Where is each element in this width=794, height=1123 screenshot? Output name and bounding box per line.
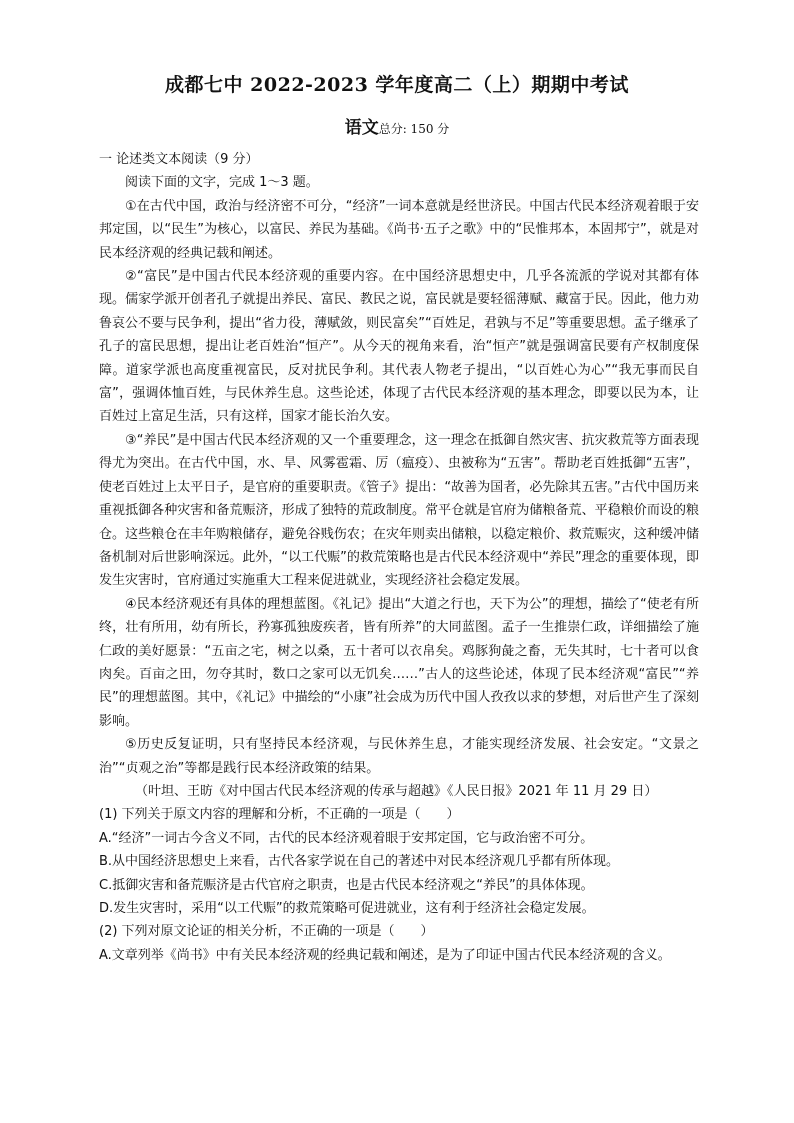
question-1-option-d: D.发生灾害时，采用“以工代赈”的救荒策略可促进就业，这有利于经济社会稳定发展。 — [99, 901, 595, 916]
passage-paragraph-3: ③“养民”是中国古代民本经济观的又一个重要理念，这一理念在抵御自然灾害、抗灾救荒等方面表现得尤为突出。在古代中国，水、旱、风雾雹霜、厉（瘟疫）、虫被称为“五害”。帮助老百姓抵御“五害”，使老百姓过上太平日子，是官府的重要职责。《管子》提出：“故善为国者，必先除其五害。”古代中国历来重视抵御各种灾害和备荒赈济，形成了独特的荒政制度。常平仓就是官府为储粮备荒、平稳粮价而设的粮仓。这些粮仓在丰年购粮储存，避免谷贱伤农；在灾年则卖出储粮，以稳定粮价、救荒赈灾，这种缓冲储备机制对后世影响深远。此外，“以工代赈”的救荒策略也是古代民本经济观中“养民”理念的重要体现，即发生灾害时，官府通过实施重大工程来促进就业，实现经济社会稳定发展。 — [99, 432, 699, 589]
source-citation: （叶坦、王昉《对中国古代民本经济观的传承与超越》《人民日报》2021 年 11 月 29 日） — [135, 783, 658, 799]
exam-body — [99, 148, 699, 967]
exam-subtitle — [0, 113, 794, 138]
total-score: 总分: 150 分 — [378, 122, 450, 136]
passage-paragraph-4: ④民本经济观还有具体的理想蓝图。《礼记》提出“大道之行也，天下为公”的理想，描绘了“使老有所终，壮有所用，幼有所长，矜寡孤独废疾者，皆有所养”的大同蓝图。孟子一生推崇仁政，详细描绘了施仁政的美好愿景：“五亩之宅，树之以桑，五十者可以衣帛矣。鸡豚狗彘之畜，无失其时，七十者可以食肉矣。百亩之田，勿夺其时，数口之家可以无饥矣……”古人的这些论述，体现了民本经济观“富民”“养民”的理想蓝图。其中，《礼记》中描绘的“小康”社会成为历代中国人孜孜以求的梦想，对后世产生了深刻影响。 — [99, 596, 699, 729]
instruction: 阅读下面的文字，完成 1～3 题。 — [125, 175, 319, 191]
question-2-stem: (2) 下列对原文论证的相关分析，不正确的一项是（ ） — [99, 924, 434, 940]
question-1-option-c: C.抵御灾害和备荒赈济是古代官府之职责，也是古代民本经济观之“养民”的具体体现。 — [99, 877, 594, 893]
question-1-stem: (1) 下列关于原文内容的理解和分析，不正确的一项是（ ） — [99, 807, 460, 823]
question-1-option-a: A.“经济”一词古今含义不同，古代的民本经济观着眼于安邦定国，它与政治密不可分。 — [99, 830, 594, 846]
section-heading: 一 论述类文本阅读（9 分） — [99, 152, 259, 167]
passage-paragraph-5: ⑤历史反复证明，只有坚持民本经济观，与民休养生息，才能实现经济发展、社会安定。“文景之治”“贞观之治”等都是践行民本经济政策的结果。 — [99, 737, 699, 776]
passage-paragraph-1: ①在古代中国，政治与经济密不可分，“经济”一词本意就是经世济民。中国古代民本经济观着眼于安邦定国，以“民生”为核心，以富民、养民为基础。《尚书·五子之歌》中的“民惟邦本，本固邦宁”，就是对民本经济观的经典记载和阐述。 — [99, 198, 699, 261]
exam-title: 成都七中 2022-2023 学年度高二（上）期期中考试 — [165, 74, 629, 96]
passage-paragraph-2: ②“富民”是中国古代民本经济观的重要内容。在中国经济思想史中，几乎各流派的学说对其都有体现。儒家学派开创者孔子就提出养民、富民、教民之说，富民就是要轻徭薄赋、藏富于民。因此，他力劝鲁哀公不要与民争利，提出“省力役，薄赋敛，则民富矣”“百姓足，君孰与不足”等重要思想。孟子继承了孔子的富民思想，提出让老百姓治“恒产”。从今天的视角来看，治“恒产”就是强调富民要有产权制度保障。道家学派也高度重视富民，反对扰民争利。其代表人物老子提出，“以百姓心为心”“我无事而民自富”，强调体恤百姓，与民休养生息。这些论述，体现了古代民本经济观的基本理念，即要以民为本，让百姓过上富足生活，只有这样，国家才能长治久安。 — [99, 269, 699, 425]
question-2-option-a: A.文章列举《尚书》中有关民本经济观的经典记载和阐述，是为了印证中国古代民本经济观的含义。 — [99, 947, 671, 963]
subject-label: 语文 — [344, 118, 379, 138]
question-1-option-b: B.从中国经济思想史上来看，古代各家学说在自己的著述中对民本经济观几乎都有所体现。 — [99, 854, 620, 870]
